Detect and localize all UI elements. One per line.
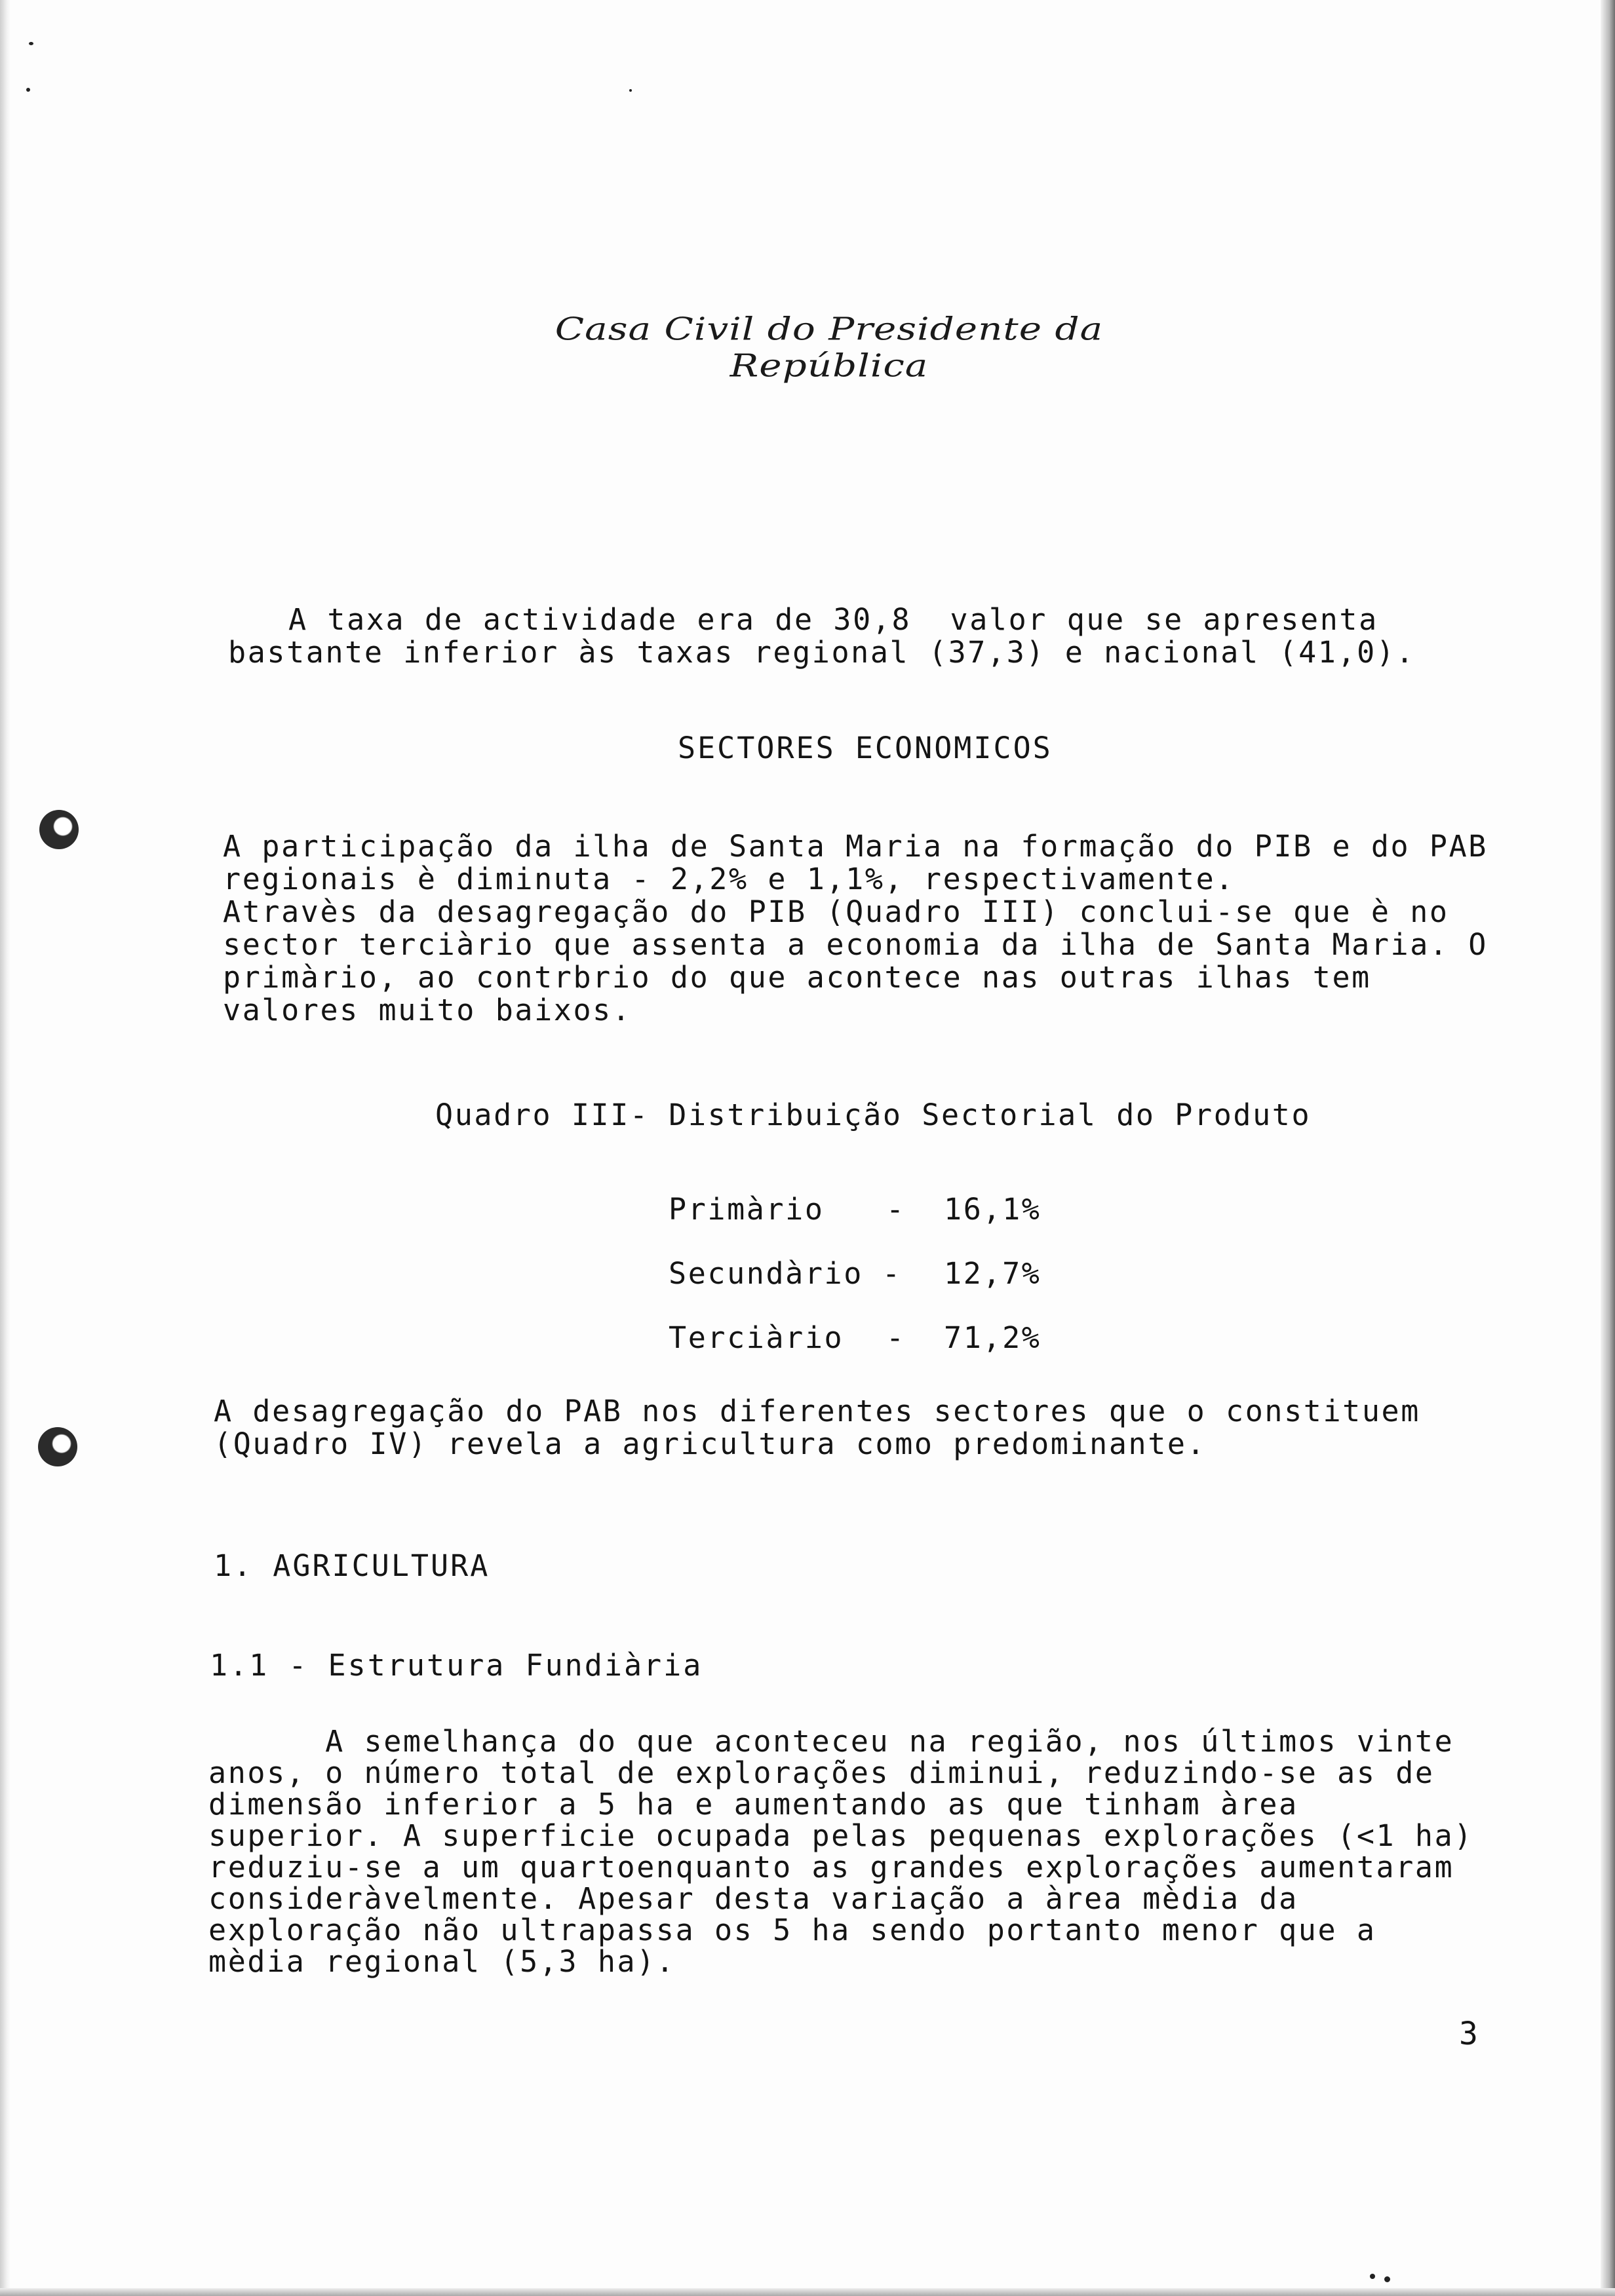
table-row-value: 71,2%	[944, 1320, 1041, 1355]
paragraph-line: reduziu-se a um quartoenquanto as grandes explorações aumentaram	[208, 1850, 1454, 1885]
page-number: 3	[1459, 2016, 1480, 2052]
paragraph-line: primàrio, ao contrbrio do que acontece nas outras ilhas tem	[223, 960, 1371, 995]
paragraph-line: superior. A superficie ocupada pelas pequenas explorações (<1 ha)	[208, 1818, 1473, 1853]
paragraph-line: valores muito baixos.	[223, 993, 632, 1027]
intro-line-1: A taxa de actividade era de 30,8 valor que se apresenta	[288, 602, 1378, 637]
table-row-sector: Terciàrio	[669, 1320, 844, 1355]
paragraph-line: sector terciàrio que assenta a economia da ilha de Santa Maria. O	[223, 927, 1488, 962]
paragraph-line: A participação da ilha de Santa Maria na formação do PIB e do PAB	[223, 829, 1488, 864]
scan-speck	[1370, 2274, 1375, 2279]
scan-speck	[26, 88, 30, 92]
table-row-dash: -	[886, 1192, 906, 1227]
table-title: Quadro III- Distribuição Sectorial do Produto	[435, 1098, 1312, 1132]
scan-bottom-edge	[0, 2288, 1615, 2296]
table-row-value: 12,7%	[944, 1256, 1041, 1291]
scan-left-edge	[0, 0, 10, 2296]
paragraph-line: dimensão inferior a 5 ha e aumentando as que tinham àrea	[208, 1787, 1298, 1822]
table-row-sector: Secundàrio	[669, 1256, 863, 1291]
paragraph-line: exploração não ultrapassa os 5 ha sendo portanto menor que a	[208, 1913, 1376, 1947]
heading-agricultura: 1. AGRICULTURA	[214, 1548, 490, 1583]
paragraph-line: consideràvelmente. Apesar desta variação a àrea mèdia da	[208, 1881, 1298, 1916]
scan-speck	[629, 89, 632, 92]
paragraph-line: (Quadro IV) revela a agricultura como predominante.	[214, 1426, 1207, 1461]
paragraph-line: A desagregação do PAB nos diferentes sectores que o constituem	[214, 1394, 1420, 1428]
paragraph-line: mèdia regional (5,3 ha).	[208, 1944, 676, 1979]
table-row-dash: -	[882, 1256, 902, 1291]
heading-estrutura-fundiaria: 1.1 - Estrutura Fundiària	[210, 1648, 703, 1683]
paragraph-line: Atravès da desagregação do PIB (Quadro III) conclui-se que è no	[223, 894, 1449, 929]
punch-hole-top	[39, 810, 79, 849]
letterhead: Casa Civil do Presidente da República	[555, 311, 1104, 384]
paragraph-line: anos, o número total de explorações diminui, reduzindo-se as de	[208, 1755, 1435, 1790]
scan-speck	[1384, 2276, 1390, 2282]
paragraph-line: A semelhança do que aconteceu na região, nos últimos vinte	[208, 1724, 1454, 1759]
paragraph-line: regionais è diminuta - 2,2% e 1,1%, respectivamente.	[223, 862, 1235, 896]
table-row-dash: -	[886, 1320, 906, 1355]
scan-speck	[29, 42, 33, 45]
intro-line-2: bastante inferior às taxas regional (37,3) e nacional (41,0).	[228, 635, 1416, 670]
section-title: SECTORES ECONOMICOS	[678, 731, 1053, 765]
punch-hole-bottom	[38, 1427, 77, 1466]
scan-right-edge	[1601, 0, 1615, 2296]
table-row-sector: Primàrio	[669, 1192, 825, 1227]
table-row-value: 16,1%	[944, 1192, 1041, 1227]
